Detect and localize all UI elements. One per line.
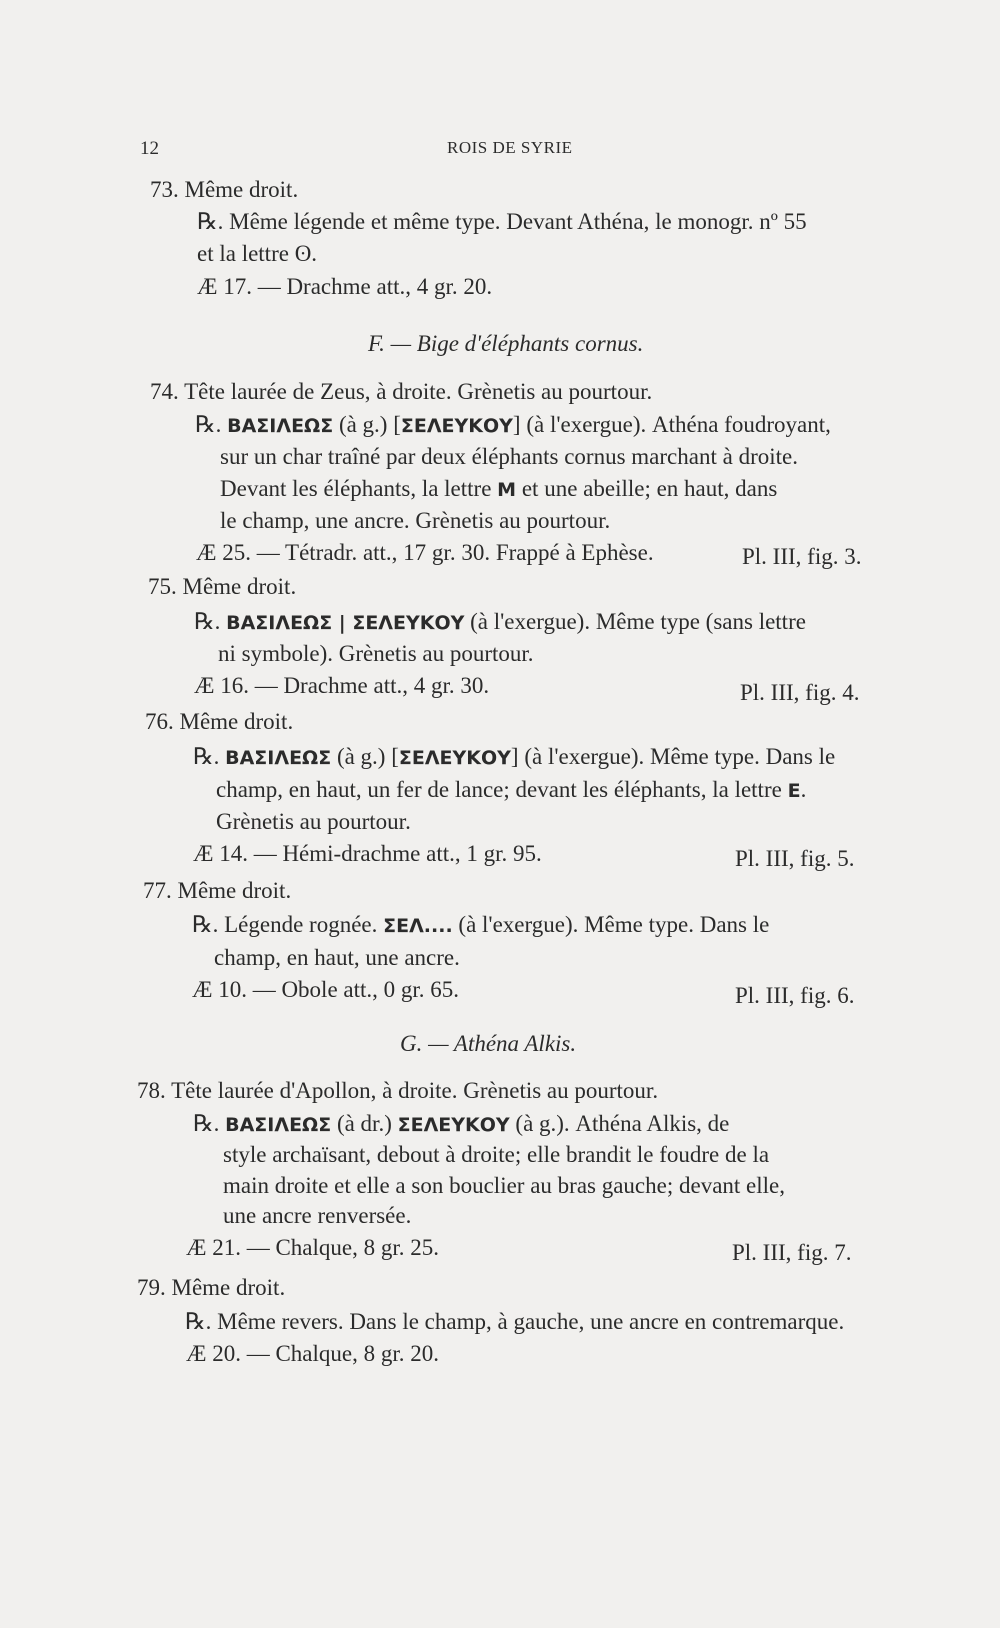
entry-77-plate-ref: Pl. III, fig. 6. (735, 983, 855, 1008)
entry-77-line-4: Æ 10. — Obole att., 0 gr. 65. (192, 977, 460, 1002)
entry-74-line-3: sur un char traîné par deux éléphants cornus marchant à droite. (220, 444, 798, 469)
entry-78-line-1: 78. Tête laurée d'Apollon, à droite. Grènetis au pourtour. (137, 1078, 659, 1103)
entry-78-line-3: style archaïsant, debout à droite; elle brandit le foudre de la (223, 1142, 770, 1167)
entry-78-line-6: Æ 21. — Chalque, 8 gr. 25. (186, 1235, 439, 1260)
entry-74-line-4: Devant les éléphants, la lettre M et une abeille; en haut, dans (220, 476, 778, 501)
section-heading-f: F. — Bige d'éléphants cornus. (368, 331, 644, 356)
page-number: 12 (140, 138, 159, 159)
entry-76-plate-ref: Pl. III, fig. 5. (735, 846, 855, 871)
entry-74-line-5: le champ, une ancre. Grènetis au pourtour. (220, 508, 611, 533)
running-title: ROIS DE SYRIE (447, 138, 573, 157)
entry-75-plate-ref: Pl. III, fig. 4. (740, 680, 860, 705)
entry-78-line-2: ℞. ΒΑΣΙΛΕΩΣ (à dr.) ΣΕΛΕΥΚΟΥ (à g.). Athéna Alkis, de (193, 1111, 730, 1136)
entry-74-plate-ref: Pl. III, fig. 3. (742, 544, 862, 569)
section-heading-g: G. — Athéna Alkis. (400, 1031, 577, 1056)
entry-73-line-3: et la lettre ʘ. (197, 241, 318, 266)
entry-77-line-1: 77. Même droit. (143, 878, 292, 903)
entry-73-line-1: 73. Même droit. (150, 177, 299, 202)
entry-76-line-5: Æ 14. — Hémi-drachme att., 1 gr. 95. (193, 841, 542, 866)
entry-76-line-1: 76. Même droit. (145, 709, 294, 734)
entry-74-line-6: Æ 25. — Tétradr. att., 17 gr. 30. Frappé à Ephèse. (196, 540, 654, 565)
entry-78-line-5: une ancre renversée. (223, 1203, 412, 1228)
entry-73-line-2: ℞. Même légende et même type. Devant Athéna, le monogr. nº 55 (197, 209, 807, 234)
entry-75-line-2: ℞. ΒΑΣΙΛΕΩΣ | ΣΕΛΕΥΚΟΥ (à l'exergue). Même type (sans lettre (194, 609, 806, 634)
entry-74-line-2: ℞. ΒΑΣΙΛΕΩΣ (à g.) [ΣΕΛΕΥΚΟΥ] (à l'exergue). Athéna foudroyant, (195, 412, 831, 437)
entry-77-line-2: ℞. Légende rognée. ΣΕΛ.... (à l'exergue). Même type. Dans le (192, 912, 770, 937)
entry-75-line-1: 75. Même droit. (148, 574, 297, 599)
entry-75-line-3: ni symbole). Grènetis au pourtour. (218, 641, 534, 666)
entry-78-plate-ref: Pl. III, fig. 7. (732, 1240, 852, 1265)
entry-75-line-4: Æ 16. — Drachme att., 4 gr. 30. (194, 673, 490, 698)
entry-79-line-1: 79. Même droit. (137, 1275, 286, 1300)
entry-76-line-3: champ, en haut, un fer de lance; devant les éléphants, la lettre E. (216, 777, 807, 802)
entry-77-line-3: champ, en haut, une ancre. (214, 945, 460, 970)
entry-76-line-4: Grènetis au pourtour. (216, 809, 411, 834)
entry-78-line-4: main droite et elle a son bouclier au bras gauche; devant elle, (223, 1173, 785, 1198)
entry-79-line-3: Æ 20. — Chalque, 8 gr. 20. (186, 1341, 439, 1366)
entry-73-line-4: Æ 17. — Drachme att., 4 gr. 20. (197, 274, 493, 299)
entry-79-line-2: ℞. Même revers. Dans le champ, à gauche, une ancre en contremarque. (185, 1309, 845, 1334)
entry-76-line-2: ℞. ΒΑΣΙΛΕΩΣ (à g.) [ΣΕΛΕΥΚΟΥ] (à l'exergue). Même type. Dans le (193, 744, 836, 769)
entry-74-line-1: 74. Tête laurée de Zeus, à droite. Grènetis au pourtour. (150, 379, 653, 404)
